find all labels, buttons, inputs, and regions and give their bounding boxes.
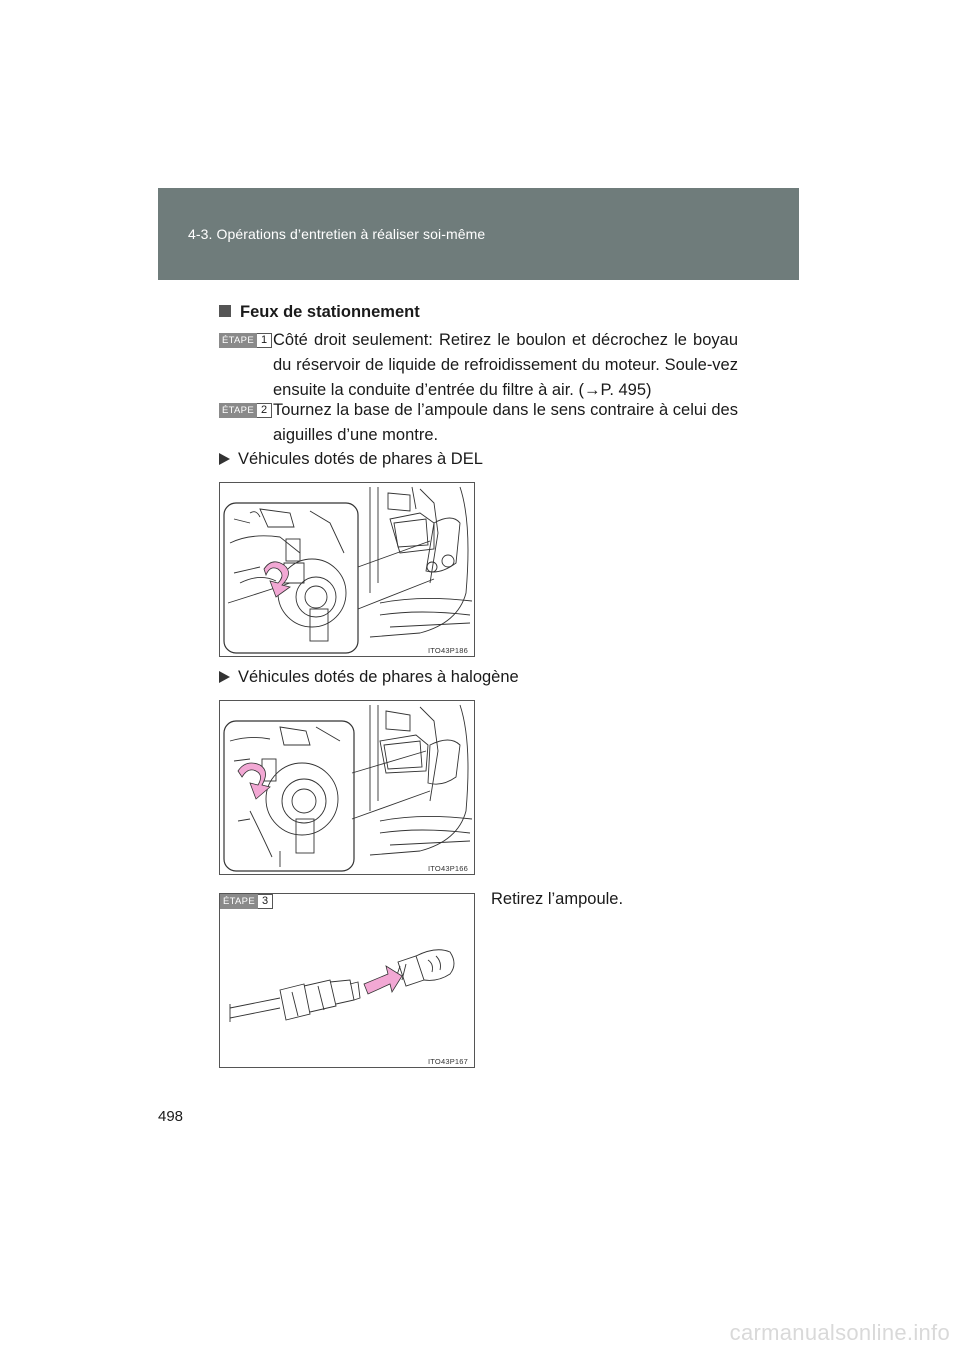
step-1-badge xyxy=(219,333,272,348)
chapter-header-band xyxy=(158,188,799,280)
step-1-word: ÉTAPE xyxy=(219,333,257,348)
figure-halogen-code: ITO43P166 xyxy=(428,864,469,873)
page-number: 498 xyxy=(158,1108,184,1125)
vehicle-halogen-line xyxy=(219,668,519,687)
vehicle-led-line xyxy=(219,450,483,469)
figure-led-drawing xyxy=(220,483,475,657)
figure-led-code: ITO43P186 xyxy=(428,646,469,655)
figure-bulb-drawing xyxy=(220,894,475,1068)
step-3-badge xyxy=(220,894,273,909)
figure-halogen-headlamp xyxy=(219,700,475,875)
section-heading xyxy=(219,303,420,322)
figure-led-headlamp xyxy=(219,482,475,657)
square-bullet-icon xyxy=(219,305,231,317)
step-2-badge xyxy=(219,403,272,418)
figure-halogen-drawing xyxy=(220,701,475,875)
step-2-number: 2 xyxy=(257,403,272,418)
step-2-text: Tournez la base de l’ampoule dans le sens contraire à celui des aiguilles d’une montre. xyxy=(273,401,738,444)
step-3-word: ÉTAPE xyxy=(220,894,258,909)
figure-bulb-code: ITO43P167 xyxy=(428,1057,469,1066)
chapter-title: 4-3. Opérations d’entretien à réaliser soi-même xyxy=(188,226,486,242)
vehicle-led-label: Véhicules dotés de phares à DEL xyxy=(238,450,483,468)
step-1-text: Côté droit seulement: Retirez le boulon et décrochez le boyau du réservoir de liquide de refroidissement du moteur. Soule-vez ensuite la conduite d’entrée du filtre à air. (→P. 495) xyxy=(273,331,738,399)
step-2-word: ÉTAPE xyxy=(219,403,257,418)
vehicle-halogen-label: Véhicules dotés de phares à halogène xyxy=(238,668,519,686)
triangle-bullet-icon xyxy=(219,671,230,683)
step-3-text: Retirez l’ampoule. xyxy=(491,890,624,908)
step-1-number: 1 xyxy=(257,333,272,348)
triangle-bullet-icon xyxy=(219,453,230,465)
watermark: carmanualsonline.info xyxy=(729,1320,950,1345)
step-3-number: 3 xyxy=(258,894,273,909)
figure-remove-bulb xyxy=(219,893,475,1068)
section-heading-text: Feux de stationnement xyxy=(240,303,420,321)
